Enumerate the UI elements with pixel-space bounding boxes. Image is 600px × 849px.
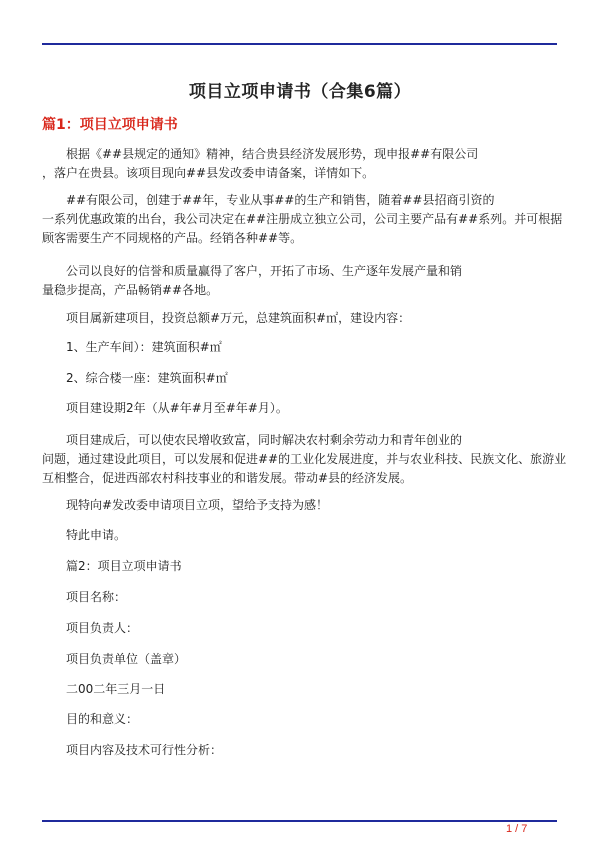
paragraph [42, 369, 562, 388]
paragraph-line: 根据《##县规定的通知》精神，结合贵县经济发展形势，现申报##有限公司 [66, 147, 479, 161]
paragraph-line: 顾客需要生产不同规格的产品。经销各种##等。 [42, 231, 303, 245]
paragraph-line: 互相整合，促进西部农村科技事业的和谐发展。带动#县的经济发展。 [42, 471, 413, 485]
paragraph-line: 项目内容及技术可行性分析： [66, 743, 223, 757]
paragraph-line: 量稳步提高，产品畅销##各地。 [42, 283, 219, 297]
paragraph-line: 现特向#发改委申请项目立项，望给予支持为感！ [66, 498, 329, 512]
paragraph [42, 309, 562, 328]
paragraph-line: 项目属新建项目，投资总额#万元，总建筑面积#㎡，建设内容： [66, 311, 411, 325]
paragraph-line: 项目建成后，可以使农民增收致富，同时解决农村剩余劳动力和青年创业的 [66, 433, 463, 447]
paragraph-line: 项目建设期2年（从#年#月至#年#月）。 [66, 401, 288, 415]
paragraph [42, 145, 562, 183]
paragraph [42, 557, 562, 576]
paragraph [42, 619, 562, 638]
paragraph-line: 1、生产车间）：建筑面积#㎡ [66, 340, 222, 354]
paragraph [42, 191, 562, 248]
top-rule [42, 43, 557, 45]
paragraph [42, 431, 567, 488]
paragraph [42, 338, 562, 357]
paragraph-line: 项目负责人： [66, 621, 139, 635]
paragraph-line: 一系列优惠政策的出台，我公司决定在##注册成立独立公司，公司主要产品有##系列。并可根据 [42, 212, 563, 226]
paragraph-line: 篇2：项目立项申请书 [66, 559, 182, 573]
paragraph-line: ，落户在贵县。该项目现向##县发改委申请备案，详情如下。 [42, 166, 375, 180]
page-number: 1 / 7 [506, 823, 528, 835]
paragraph-line: 问题，通过建设此项目，可以发展和促进##的工业化发展进度，并与农业科技、民族文化、旅游业 [42, 452, 567, 466]
paragraph-line: ##有限公司，创建于##年，专业从事##的生产和销售，随着##县招商引资的 [66, 193, 495, 207]
paragraph [42, 650, 562, 669]
paragraph [42, 526, 562, 545]
paragraph [42, 399, 562, 418]
paragraph [42, 710, 562, 729]
paragraph-line: 项目名称： [66, 590, 127, 604]
paragraph-line: 目的和意义： [66, 712, 139, 726]
paragraph [42, 680, 562, 699]
paragraph [42, 262, 562, 300]
paragraph [42, 741, 562, 760]
paragraph [42, 496, 562, 515]
paragraph-line: 二00二年三月一日 [66, 682, 166, 696]
bottom-rule [42, 820, 557, 822]
paragraph-line: 2、综合楼一座：建筑面积#㎡ [66, 371, 228, 385]
paragraph-line: 公司以良好的信誉和质量赢得了客户，开拓了市场、生产逐年发展产量和销 [66, 264, 463, 278]
section-heading: 篇1：项目立项申请书 [42, 117, 178, 133]
paragraph-line: 项目负责单位（盖章） [66, 652, 187, 666]
document-title: 项目立项申请书（合集6篇） [188, 82, 412, 102]
paragraph [42, 588, 562, 607]
paragraph-line: 特此申请。 [66, 528, 127, 542]
